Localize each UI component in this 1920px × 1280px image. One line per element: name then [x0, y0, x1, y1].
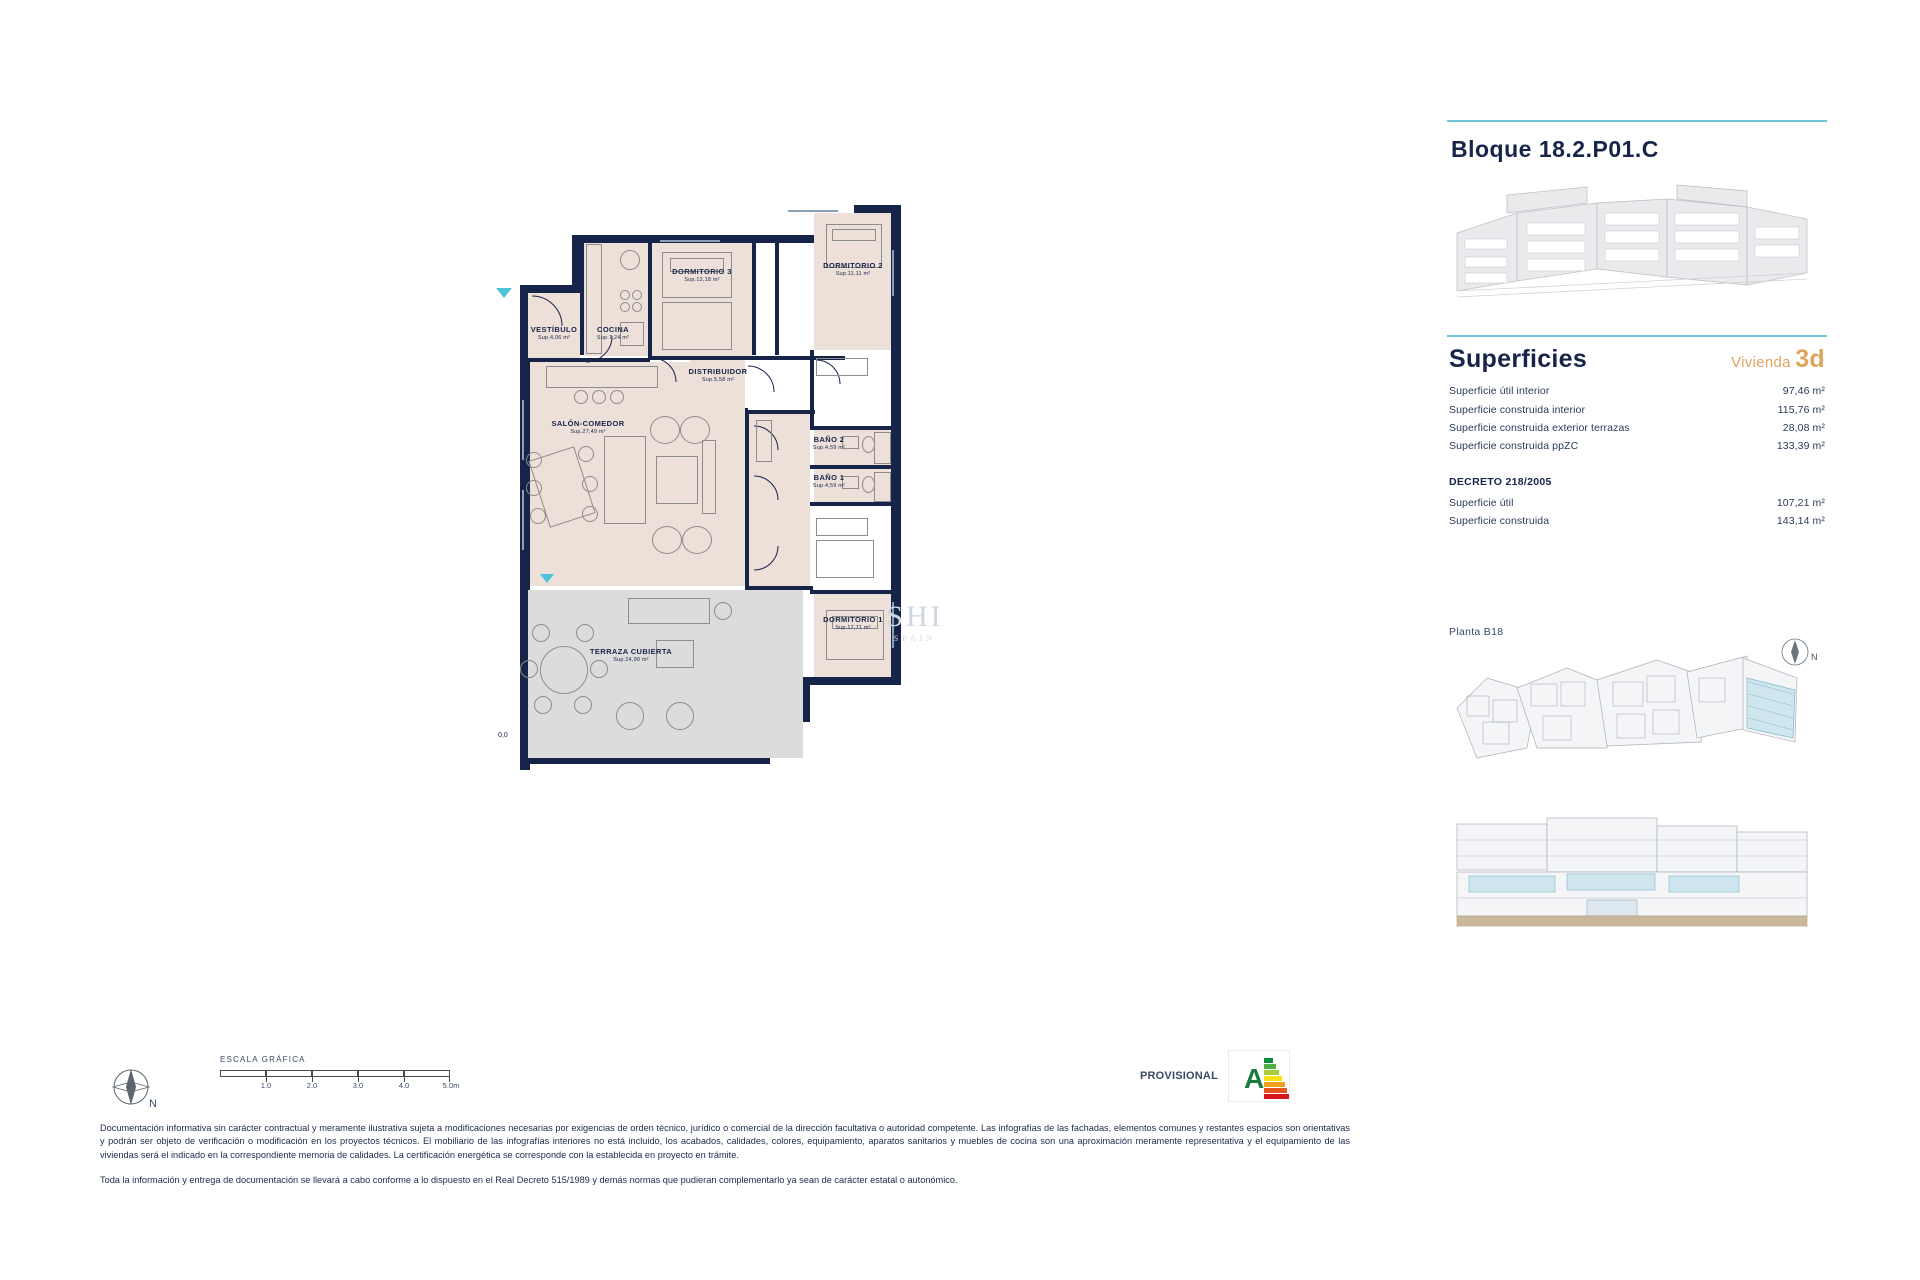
dining-chair — [530, 508, 546, 524]
terrace-lounge-chair — [666, 702, 694, 730]
tv-unit — [702, 440, 716, 514]
building-render — [1447, 173, 1827, 323]
terrace-sofa — [628, 598, 710, 624]
superficies-header — [1447, 337, 1827, 376]
terrace-lounge-chair — [616, 702, 644, 730]
dining-chair — [526, 452, 542, 468]
partition — [810, 350, 814, 430]
terrace-chair — [520, 660, 538, 678]
key-plan — [1447, 638, 1827, 788]
compass-icon — [105, 1061, 161, 1117]
entry-marker — [496, 288, 512, 298]
energy-rating-letter: A — [1244, 1063, 1265, 1094]
window — [522, 400, 524, 460]
scale-tick: 2.0 — [306, 1081, 318, 1090]
stool — [574, 390, 588, 404]
shower — [874, 472, 891, 502]
hob-burner — [632, 290, 642, 300]
window — [522, 490, 524, 550]
svg-text:N: N — [1811, 652, 1818, 663]
shower — [874, 432, 891, 464]
room-label-bano1: BAÑO 1 Sup.4,59 m² — [812, 473, 846, 489]
scale-bar — [220, 1070, 460, 1090]
legal-paragraph-2: Toda la información y entrega de documentación se llevará a cabo conforme a lo dispuesto en el Real Decreto 515/1989 y demás normas que pudieran complementarlo ya sean de carácter estatal o autonómico. — [100, 1175, 958, 1186]
hob-burner — [632, 302, 642, 312]
room-label-bano2: BAÑO 2 Sup.4,59 m² — [812, 435, 846, 451]
wall-segment — [802, 677, 810, 722]
provisional-label: PROVISIONAL — [1140, 1070, 1218, 1082]
wardrobe — [816, 358, 868, 376]
planta-label: Planta B18 — [1449, 626, 1504, 639]
superficies-title: Superficies — [1449, 345, 1588, 373]
partition — [775, 235, 779, 355]
dining-chair — [578, 446, 594, 462]
room-label-dormitorio2: DORMITORIO 2 Sup.11,11 m² — [823, 261, 883, 277]
vivienda-type: Vivienda 3d — [1731, 345, 1825, 373]
room-label-terraza: TERRAZA CUBIERTA Sup.24,90 m² — [589, 647, 673, 663]
kitchen-island — [546, 366, 658, 388]
dining-chair — [526, 480, 542, 496]
partition — [752, 235, 756, 355]
table-row: Superficie construida exterior terrazas 28,08 m² — [1449, 421, 1825, 434]
wardrobe — [816, 540, 874, 578]
room-label-distribuidor: DISTRIBUIDOR Sup.5,58 m² — [688, 367, 748, 383]
energy-rating-badge — [1228, 1050, 1290, 1102]
bed — [662, 302, 732, 350]
scale-tick: 1.0 — [260, 1081, 272, 1090]
panel-top-rule — [1447, 120, 1827, 122]
armchair — [650, 416, 680, 444]
info-panel — [1447, 120, 1827, 940]
terrace-side-table — [714, 602, 732, 620]
north-arrow-icon — [1782, 639, 1818, 665]
wall-segment — [520, 285, 580, 293]
dimension-note: 0,0 — [498, 732, 508, 739]
dining-chair — [582, 476, 598, 492]
hob-burner — [620, 290, 630, 300]
terrace-access-marker — [540, 574, 554, 583]
table-row: Superficie útil 107,21 m² — [1449, 496, 1825, 509]
table-row: Superficie construida ppZC 133,39 m² — [1449, 440, 1825, 453]
sofa — [604, 436, 646, 524]
wardrobe — [816, 518, 868, 536]
room-label-dormitorio1: DORMITORIO 1 Sup.17,71 m² — [823, 615, 883, 631]
scale-tick: 3.0 — [352, 1081, 364, 1090]
dining-chair — [582, 506, 598, 522]
kitchen-sink — [620, 250, 640, 270]
hob-burner — [620, 302, 630, 312]
window — [660, 240, 720, 242]
decreto-title: DECRETO 218/2005 — [1449, 475, 1552, 488]
stool — [592, 390, 606, 404]
room-label-cocina: COCINA Sup.7,24 m² — [596, 325, 630, 341]
floor-plan — [498, 240, 1080, 940]
table-row: Superficie construida interior 115,76 m² — [1449, 403, 1825, 416]
room-label-salon-comedor: SALÓN-COMEDOR Sup.27,49 m² — [551, 419, 625, 435]
window — [892, 250, 894, 296]
partition — [810, 502, 900, 506]
scale-block — [105, 1055, 525, 1110]
armchair — [652, 526, 682, 554]
decreto-list — [1447, 494, 1827, 531]
room-label-dormitorio3: DORMITORIO 3 Sup.12,18 m² — [672, 267, 732, 283]
room-label-vestibulo: VESTÍBULO Sup.4,06 m² — [530, 325, 578, 341]
terrace-chair — [532, 624, 550, 642]
superficies-list — [1447, 382, 1827, 456]
wall-segment — [520, 758, 770, 764]
stool — [610, 390, 624, 404]
scale-title: ESCALA GRÁFICA — [220, 1055, 306, 1064]
table-row: Superficie útil interior 97,46 m² — [1449, 385, 1825, 398]
wardrobe — [756, 420, 772, 462]
window — [788, 210, 838, 212]
terrace-chair — [576, 624, 594, 642]
armchair — [682, 526, 712, 554]
scale-tick: 4.0 — [398, 1081, 410, 1090]
legal-paragraph-1: Documentación informativa sin carácter contractual y meramente ilustrativa sujeta a modificaciones necesarias por exigencias de orden técnico, jurídico o comercial de la dirección facultativa o autoridad competente. Las infografías de las fachadas, elementos comunes y restantes espacios son orientativas y podrán ser objeto de verificación o modificación en los proyectos técnicos. El mobiliario de las infografías interiores no está incluido, los acabados, calidades, colores, equipamiento, aparatos sanitarios y muebles de cocina son una aproximación meramente representativa y el equipamiento de las viviendas será el indicado en la correspondiente memoria de calidades. La certificación energética se corresponde con la establecida en proyecto en trámite. — [100, 1123, 1350, 1160]
coffee-table — [656, 456, 698, 504]
terrace-chair — [534, 696, 552, 714]
block-title: Bloque 18.2.P01.C — [1451, 136, 1659, 162]
wall-segment — [802, 677, 900, 685]
scale-tick: 5.0m — [442, 1081, 460, 1090]
svg-text:N: N — [149, 1098, 157, 1110]
terrace-chair — [574, 696, 592, 714]
watermark: SHI SPAIN — [886, 600, 944, 643]
legal-disclaimer — [100, 1122, 1350, 1199]
provisional-block — [1140, 1050, 1290, 1102]
wall-segment — [520, 745, 528, 765]
table-row: Superficie construida 143,14 m² — [1449, 515, 1825, 528]
bed-pillow — [832, 229, 876, 241]
key-elevation — [1447, 810, 1827, 940]
armchair — [680, 416, 710, 444]
